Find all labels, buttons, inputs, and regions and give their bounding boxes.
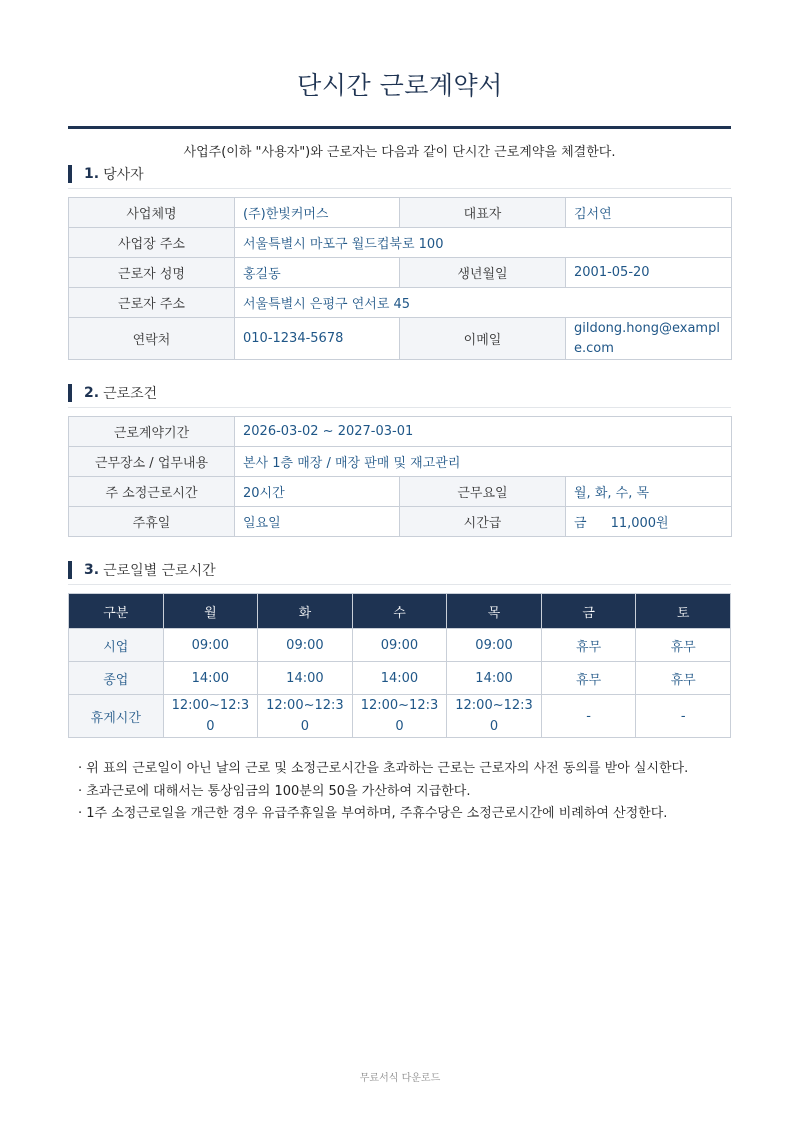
row-label: 시업 <box>69 629 164 662</box>
col-header: 월 <box>163 594 258 629</box>
table-row <box>69 695 731 738</box>
table-row <box>69 258 732 288</box>
address-value: 서울특별시 마포구 월드컵북로 100 <box>235 228 732 258</box>
table-row <box>69 318 732 360</box>
section-number: 3. <box>84 562 100 578</box>
table-row <box>69 198 732 228</box>
hourly-wage-label: 시간급 <box>400 507 566 537</box>
worker-name-value: 홍길동 <box>235 258 400 288</box>
section-marker <box>68 384 72 402</box>
worker-address-label: 근로자 주소 <box>69 288 235 318</box>
schedule-header-row <box>69 594 731 629</box>
conditions-table <box>68 416 732 537</box>
company-label: 사업체명 <box>69 198 235 228</box>
phone-value: 010-1234-5678 <box>235 318 400 360</box>
table-cell: 14:00 <box>352 662 447 695</box>
section-conditions <box>68 383 731 537</box>
hourly-wage-value: 11,000원 <box>610 516 669 531</box>
address-label: 사업장 주소 <box>69 228 235 258</box>
section-title: 당사자 <box>103 167 144 183</box>
ceo-value: 김서연 <box>566 198 732 228</box>
table-cell: 09:00 <box>258 629 353 662</box>
worker-address-value: 서울특별시 은평구 연서로 45 <box>235 288 732 318</box>
table-cell: 09:00 <box>163 629 258 662</box>
section-parties <box>68 164 731 360</box>
workdays-label: 근무요일 <box>400 477 566 507</box>
row-label: 종업 <box>69 662 164 695</box>
table-row <box>69 288 732 318</box>
weekly-hours-label: 주 소정근로시간 <box>69 477 235 507</box>
table-cell: 12:00~12:30 <box>447 695 542 738</box>
section-number: 2. <box>84 385 100 401</box>
table-cell: 휴무 <box>541 662 636 695</box>
holiday-label: 주휴일 <box>69 507 235 537</box>
section-marker <box>68 561 72 579</box>
table-row <box>69 228 732 258</box>
section-header <box>68 383 731 408</box>
table-cell: - <box>541 695 636 738</box>
schedule-table <box>68 593 731 738</box>
worker-name-label: 근로자 성명 <box>69 258 235 288</box>
birth-label: 생년월일 <box>400 258 566 288</box>
table-cell: 14:00 <box>258 662 353 695</box>
col-header: 수 <box>352 594 447 629</box>
table-cell: 14:00 <box>163 662 258 695</box>
parties-table <box>68 197 732 360</box>
workplace-value: 본사 1층 매장 / 매장 판매 및 재고관리 <box>235 447 732 477</box>
col-header: 목 <box>447 594 542 629</box>
table-cell: 09:00 <box>352 629 447 662</box>
company-value: (주)한빛커머스 <box>235 198 400 228</box>
section-number: 1. <box>84 166 100 182</box>
table-cell: - <box>636 695 731 738</box>
table-cell: 휴무 <box>541 629 636 662</box>
table-cell: 휴무 <box>636 629 731 662</box>
note-item: · 1주 소정근로일을 개근한 경우 유급주휴일을 부여하며, 주휴수당은 소정근로시간에 비례하여 산정한다. <box>78 806 668 821</box>
table-cell: 12:00~12:30 <box>163 695 258 738</box>
wage-prefix: 금 <box>574 516 587 531</box>
email-label: 이메일 <box>400 318 566 360</box>
row-label: 휴게시간 <box>69 695 164 738</box>
col-header: 구분 <box>69 594 164 629</box>
note-item: · 초과근로에 대해서는 통상임금의 100분의 50을 가산하여 지급한다. <box>78 783 471 799</box>
phone-label: 연락처 <box>69 318 235 360</box>
note-item: · 위 표의 근로일이 아닌 날의 근로 및 소정근로시간을 초과하는 근로는 근로자의 사전 동의를 받아 실시한다. <box>78 761 689 776</box>
footer-text: 무료서식 다운로드 <box>359 1073 441 1084</box>
ceo-label: 대표자 <box>400 198 566 228</box>
table-row <box>69 417 732 447</box>
table-cell: 12:00~12:30 <box>352 695 447 738</box>
section-header <box>68 560 731 585</box>
holiday-value: 일요일 <box>235 507 400 537</box>
table-row <box>69 629 731 662</box>
col-header: 화 <box>258 594 353 629</box>
workplace-label: 근무장소 / 업무내용 <box>69 447 235 477</box>
section-header <box>68 164 731 189</box>
table-cell: 14:00 <box>447 662 542 695</box>
weekly-hours-value: 20시간 <box>235 477 400 507</box>
intro-text: 사업주(이하 "사용자")와 근로자는 다음과 같이 단시간 근로계약을 체결한다. <box>183 145 616 160</box>
table-row <box>69 662 731 695</box>
table-row <box>69 477 732 507</box>
section-schedule <box>68 560 731 738</box>
period-label: 근로계약기간 <box>69 417 235 447</box>
table-row <box>69 447 732 477</box>
table-cell: 휴무 <box>636 662 731 695</box>
col-header: 토 <box>636 594 731 629</box>
section-title: 근로일별 근로시간 <box>103 563 216 579</box>
col-header: 금 <box>541 594 636 629</box>
email-value: gildong.hong@example.com <box>566 318 732 360</box>
section-marker <box>68 165 72 183</box>
table-cell: 09:00 <box>447 629 542 662</box>
birth-value: 2001-05-20 <box>566 258 732 288</box>
hourly-wage-cell <box>566 507 732 537</box>
workdays-value: 월, 화, 수, 목 <box>566 477 732 507</box>
document-title: 단시간 근로계약서 <box>297 71 503 100</box>
title-divider <box>68 126 731 129</box>
period-value: 2026-03-02 ~ 2027-03-01 <box>235 417 732 447</box>
table-row <box>69 507 732 537</box>
section-title: 근로조건 <box>103 386 158 402</box>
table-cell: 12:00~12:30 <box>258 695 353 738</box>
notes-list <box>78 758 748 826</box>
